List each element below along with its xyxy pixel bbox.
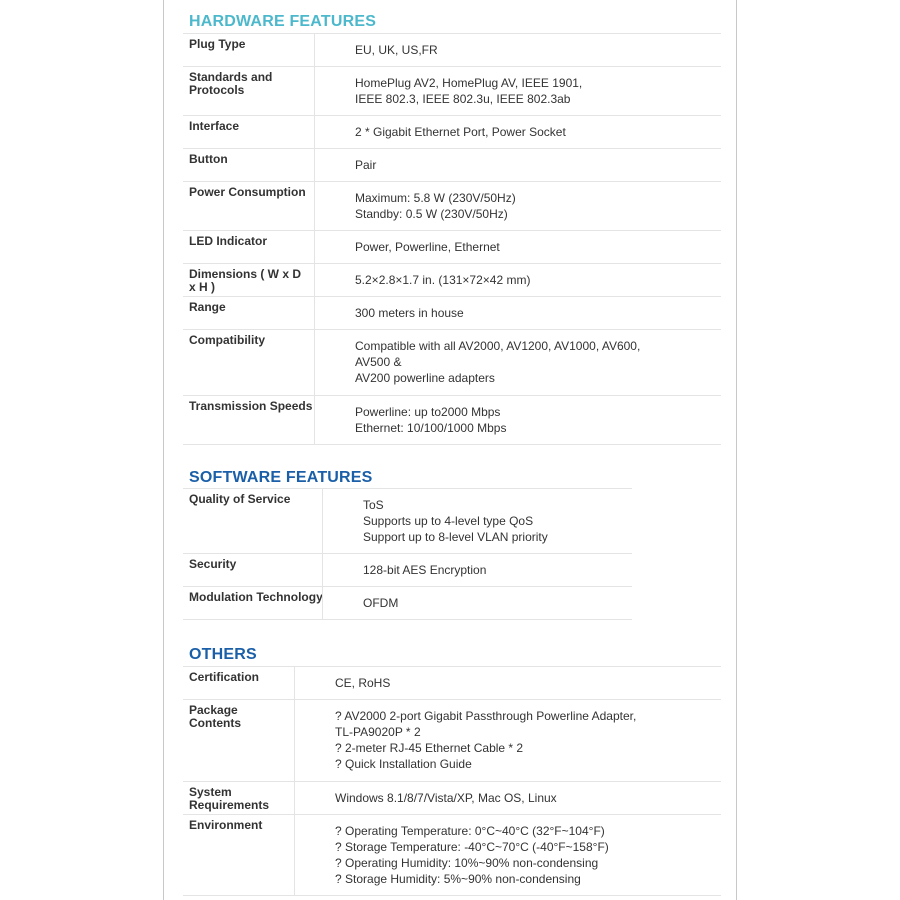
spec-value [294, 700, 636, 781]
spec-label: Standards and Protocols [189, 70, 273, 97]
spec-value [314, 330, 640, 395]
spec-value [294, 782, 557, 814]
spec-label: Package Contents [189, 703, 241, 730]
others-table [183, 666, 721, 896]
spec-row-modulation [183, 587, 632, 620]
spec-row-package-contents [183, 700, 721, 782]
spec-value-line: ? 2-meter RJ-45 Ethernet Cable * 2 [335, 741, 524, 755]
spec-row-dimensions [183, 264, 721, 297]
spec-value [314, 149, 376, 181]
spec-value-line: TL-PA9020P * 2 [335, 725, 421, 739]
spec-row-compatibility [183, 330, 721, 396]
spec-value [322, 554, 486, 586]
spec-label: Compatibility [189, 333, 266, 347]
spec-value-line: ? Storage Humidity: 5%~90% non-condensing [335, 872, 581, 886]
spec-value [294, 815, 609, 895]
spec-label: Certification [189, 670, 260, 684]
spec-value-line: 300 meters in house [355, 306, 464, 320]
spec-value-line: ToS [363, 498, 384, 512]
spec-row-power-consumption [183, 182, 721, 231]
spec-value-line: 5.2×2.8×1.7 in. (131×72×42 mm) [355, 273, 531, 287]
spec-row-environment [183, 815, 721, 896]
spec-row-quality-of-service [183, 489, 632, 554]
spec-value-line: ? Operating Temperature: 0°C~40°C (32°F~104°F) [335, 824, 605, 838]
spec-value [314, 231, 500, 263]
spec-value-line: Power, Powerline, Ethernet [355, 240, 500, 254]
spec-value [314, 67, 582, 115]
spec-row-security [183, 554, 632, 587]
spec-value-line: ? Storage Temperature: -40°C~70°C (-40°F~158°F) [335, 840, 609, 854]
spec-value [314, 264, 530, 296]
spec-value [314, 34, 438, 66]
spec-label: LED Indicator [189, 234, 268, 248]
spec-row-certification [183, 667, 721, 700]
spec-row-standards [183, 67, 721, 116]
spec-label: Plug Type [189, 37, 246, 51]
others-heading: OTHERS [189, 646, 257, 663]
spec-row-transmission-speeds [183, 396, 721, 445]
spec-label: Button [189, 152, 228, 166]
spec-value-line: Support up to 8-level VLAN priority [363, 530, 548, 544]
software-features-table [183, 488, 632, 620]
spec-row-system-requirements [183, 782, 721, 815]
hardware-features-table [183, 33, 721, 445]
spec-label: Range [189, 300, 226, 314]
spec-value-line: Windows 8.1/8/7/Vista/XP, Mac OS, Linux [335, 791, 557, 805]
spec-value [322, 587, 398, 619]
spec-value-line: Compatible with all AV2000, AV1200, AV1000, AV600, [355, 339, 641, 353]
spec-value-line: AV500 & [355, 355, 402, 369]
spec-value-line: EU, UK, US,FR [355, 43, 438, 57]
spec-value [314, 182, 516, 230]
spec-value-line: CE, RoHS [335, 676, 391, 690]
spec-value [314, 297, 464, 329]
spec-label: System Requirements [189, 785, 270, 812]
spec-label: Security [189, 557, 237, 571]
spec-value-line: Ethernet: 10/100/1000 Mbps [355, 421, 507, 435]
spec-value-line: Supports up to 4-level type QoS [363, 514, 534, 528]
spec-row-interface [183, 116, 721, 149]
spec-value [294, 667, 390, 699]
spec-value-line: Maximum: 5.8 W (230V/50Hz) [355, 191, 516, 205]
spec-value-line: 128-bit AES Encryption [363, 563, 487, 577]
spec-value-line: HomePlug AV2, HomePlug AV, IEEE 1901, [355, 76, 583, 90]
spec-value-line: Powerline: up to2000 Mbps [355, 405, 501, 419]
spec-value [314, 116, 566, 148]
spec-value-line: AV200 powerline adapters [355, 371, 495, 385]
spec-row-button [183, 149, 721, 182]
spec-label: Dimensions ( W x D x H ) [189, 267, 302, 294]
spec-label: Environment [189, 818, 263, 832]
spec-value-line: ? Quick Installation Guide [335, 757, 472, 771]
spec-value-line: Standby: 0.5 W (230V/50Hz) [355, 207, 508, 221]
spec-label: Modulation Technology [189, 590, 323, 604]
spec-label: Power Consumption [189, 185, 306, 199]
spec-row-led-indicator [183, 231, 721, 264]
spec-value-line: ? Operating Humidity: 10%~90% non-condensing [335, 856, 599, 870]
spec-row-plug-type [183, 34, 721, 67]
spec-value-line: 2 * Gigabit Ethernet Port, Power Socket [355, 125, 566, 139]
spec-value-line: IEEE 802.3, IEEE 802.3u, IEEE 802.3ab [355, 92, 571, 106]
software-features-heading: SOFTWARE FEATURES [189, 469, 373, 486]
hardware-features-heading: HARDWARE FEATURES [189, 13, 377, 30]
spec-label: Interface [189, 119, 240, 133]
spec-row-range [183, 297, 721, 330]
spec-value-line: ? AV2000 2-port Gigabit Passthrough Powerline Adapter, [335, 709, 637, 723]
spec-label: Quality of Service [189, 492, 291, 506]
spec-value-line: Pair [355, 158, 377, 172]
spec-value [314, 396, 506, 444]
spec-value-line: OFDM [363, 596, 399, 610]
spec-label: Transmission Speeds [189, 399, 313, 413]
spec-value [322, 489, 548, 553]
